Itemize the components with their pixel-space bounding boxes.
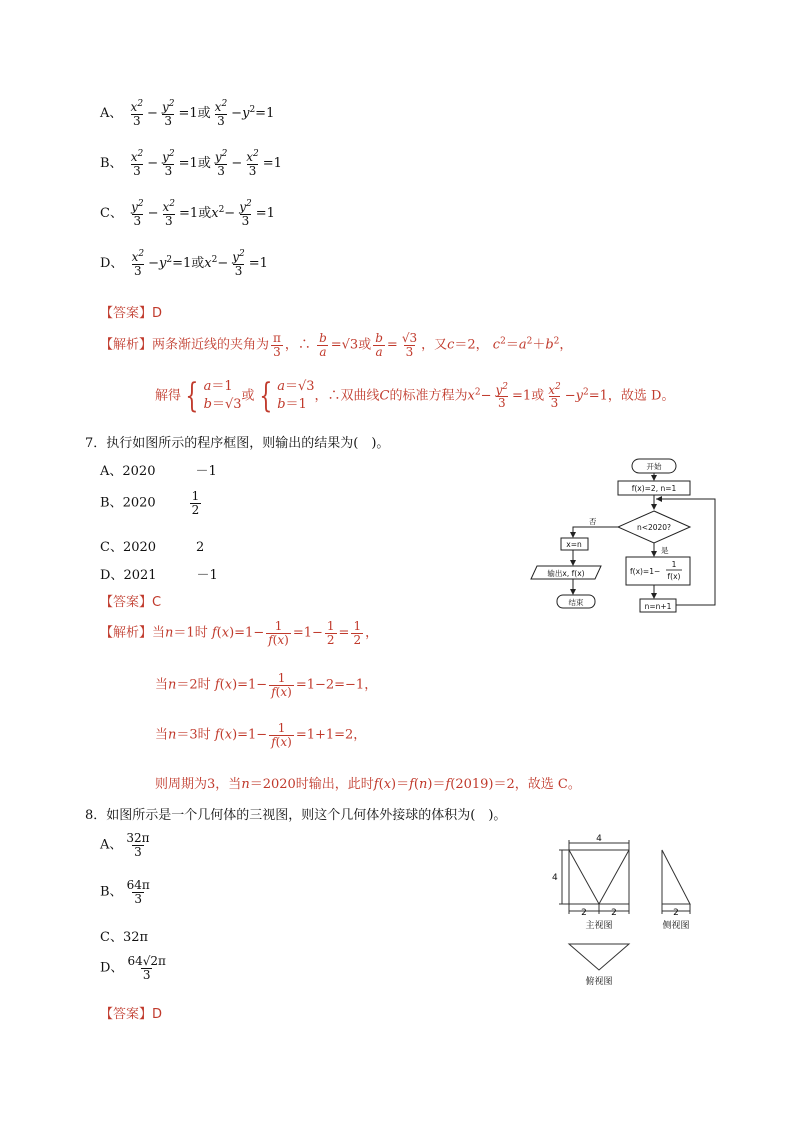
svg-text:主视图: 主视图 — [585, 921, 613, 931]
svg-text:f(x): f(x) — [667, 572, 681, 581]
q8-stem: 8．如图所示是一个几何体的三视图，则这个几何体外接球的体积为( )。 — [85, 808, 507, 823]
analysis-text: ，又 — [421, 337, 448, 353]
q7-analysis-line4: 则周期为3，当n＝2020时输出，此时f(x)＝f(n)＝f(2019)＝2，故选 C。 — [155, 777, 581, 792]
analysis-text: 的标准方程为 — [389, 388, 468, 404]
analysis-text: 两条渐近线的夹角为 — [152, 337, 270, 353]
option-label: B、 — [100, 156, 123, 172]
q6-option-a: A、 $\frac{x^2}{3}$ − $\frac{y^2}{3}$ =1或 $\frac{x^2}{3}$ $-y^2=1$ — [100, 99, 275, 128]
q6-option-c: C、 $\frac{y^2}{3}$ − $\frac{x^2}{3}$ =1或$x^2-$ $\frac{y^2}{3}$ =1 — [100, 199, 275, 228]
svg-text:否: 否 — [589, 517, 597, 526]
svg-text:n=n+1: n=n+1 — [644, 602, 672, 611]
option-label: A、 — [100, 106, 123, 122]
q8-option-a: A、 $\frac{32\pi}{3}$ — [100, 831, 150, 859]
option-label: C、 — [100, 206, 123, 222]
analysis-text: 或 — [241, 388, 255, 404]
svg-text:2: 2 — [611, 908, 617, 918]
svg-text:1: 1 — [671, 560, 677, 569]
svg-text:是: 是 — [661, 546, 669, 555]
q7-option-b: B、2020 $\frac{1}{2}$ — [100, 489, 200, 517]
svg-text:结束: 结束 — [568, 598, 584, 607]
or-word: 或 — [197, 156, 211, 172]
svg-text:2: 2 — [581, 908, 587, 918]
analysis-text: ，∴双曲线 — [314, 388, 380, 404]
three-views — [540, 832, 720, 992]
analysis-tag: 【解析】 — [100, 337, 153, 353]
q7-option-c: C、2020 2 — [100, 540, 205, 555]
svg-text:侧视图: 侧视图 — [662, 921, 690, 931]
or-word: 或 — [197, 106, 211, 122]
or-word: 或 — [198, 206, 212, 222]
q8-answer: 【答案】D — [100, 1007, 163, 1022]
q6-analysis-line1: 【解析】两条渐近线的夹角为 $\frac{\pi}{3}$ ，∴ $\frac{b}{a}$ =√3或 $\frac{b}{a}$ = $\frac{√3}{3}$ ，又c＝2， $c^2=a^2+b^2$， — [100, 331, 573, 359]
svg-text:x=n: x=n — [566, 540, 582, 549]
q6-analysis-line2: 解得 { a＝1 b＝√3 或 { a＝√3 b＝1 ，∴双曲线C的标准方程为$x^2-$ $\frac{y^2}{3}$ =1或 $\frac{x^2}{3}$ $-y^2=1$，故选 D。 — [155, 376, 675, 417]
svg-text:俯视图: 俯视图 — [585, 977, 613, 987]
svg-text:4: 4 — [552, 873, 558, 883]
side-view — [662, 850, 690, 904]
svg-text:f(x)=2, n=1: f(x)=2, n=1 — [631, 484, 677, 493]
q7-option-a: A、2020 －1 — [100, 464, 217, 479]
q6-option-d: D、 $\frac{x^2}{3}$ $-y^2=1$或$x^2-$ $\frac{y^2}{3}$ =1 — [100, 249, 268, 278]
analysis-text: 或 — [358, 337, 372, 353]
q7-analysis-line3: 当n＝3时 f(x)=1− $\frac{1}{f(x)}$ =1+1=2， — [155, 721, 367, 749]
answer-value: D — [152, 306, 163, 321]
svg-text:4: 4 — [596, 834, 602, 844]
top-view — [569, 944, 629, 970]
q6-option-b: B、 $\frac{x^2}{3}$ − $\frac{y^2}{3}$ =1或 $\frac{y^2}{3}$ − $\frac{x^2}{3}$ =1 — [100, 149, 282, 178]
q7-stem: 7．执行如图所示的程序框图，则输出的结果为( )。 — [85, 436, 390, 451]
q8-option-b: B、 $\frac{64\pi}{3}$ — [100, 878, 150, 906]
q7-answer: 【答案】C — [100, 595, 162, 610]
q8-option-c: C、32π — [100, 930, 149, 945]
front-view — [569, 850, 629, 904]
q6-answer — [100, 302, 162, 321]
or-word: 或 — [191, 256, 205, 272]
answer-tag: 【答案】 — [100, 306, 153, 321]
q8-option-d: D、 $\frac{64√2\pi}{3}$ — [100, 954, 166, 982]
option-label: D、 — [100, 256, 124, 272]
q7-option-d: D、2021 －1 — [100, 568, 218, 583]
q7-analysis-line1: 【解析】当n＝1时 f(x)=1− $\frac{1}{f(x)}$ =1− $\frac{1}{2}$ = $\frac{1}{2}$ ， — [100, 619, 379, 647]
svg-text:n<2020?: n<2020? — [636, 523, 672, 532]
q7-analysis-line2: 当n＝2时 f(x)=1− $\frac{1}{f(x)}$ =1−2=−1， — [155, 671, 378, 699]
svg-text:开始: 开始 — [646, 462, 662, 471]
analysis-text: 解得 — [155, 388, 182, 404]
analysis-text: 或 — [531, 388, 545, 404]
svg-text:f(x)=1−: f(x)=1− — [630, 567, 661, 576]
svg-text:2: 2 — [673, 908, 679, 918]
svg-text:输出x, f(x): 输出x, f(x) — [547, 569, 585, 578]
flowchart — [525, 455, 725, 620]
analysis-text: ，故选 D。 — [607, 388, 675, 404]
